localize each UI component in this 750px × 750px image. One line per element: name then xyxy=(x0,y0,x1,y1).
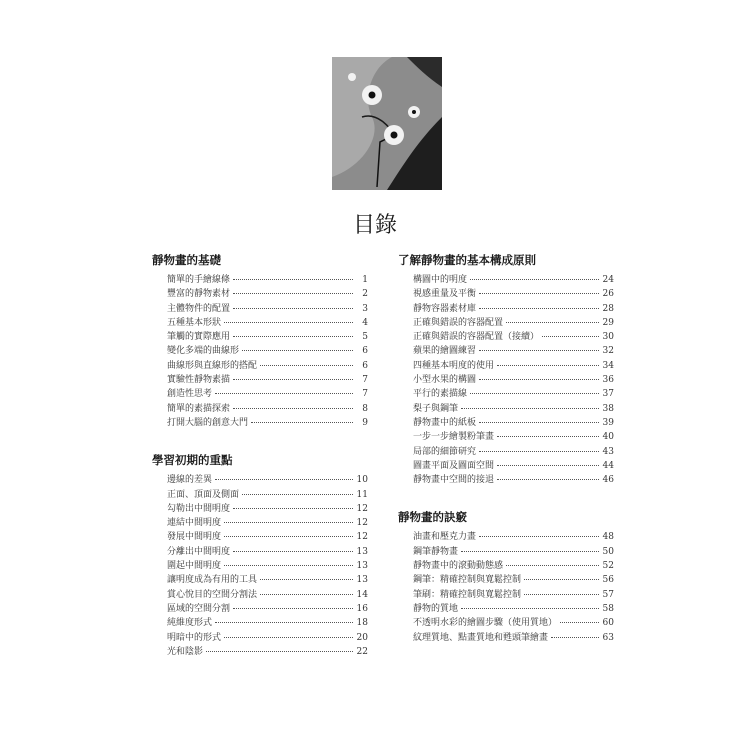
dot-leader xyxy=(206,651,353,652)
toc-entry-page: 56 xyxy=(602,575,614,586)
toc-entry-page: 11 xyxy=(356,489,368,500)
dot-leader xyxy=(233,408,353,409)
toc-entry[interactable] xyxy=(413,559,614,573)
toc-right-column xyxy=(398,252,614,645)
toc-entry-page: 63 xyxy=(602,632,614,643)
toc-entry-page: 28 xyxy=(602,303,614,314)
toc-list xyxy=(167,473,368,659)
toc-entry-page: 48 xyxy=(602,532,614,543)
toc-entry[interactable] xyxy=(167,545,368,559)
toc-entry-label: 區域的空間分割 xyxy=(167,603,231,614)
dot-leader xyxy=(233,279,353,280)
toc-entry[interactable] xyxy=(167,273,368,287)
toc-entry-page: 2 xyxy=(362,289,368,300)
toc-entry-label: 簡單的手繪線條 xyxy=(167,275,231,285)
toc-entry[interactable] xyxy=(413,344,614,358)
dot-leader xyxy=(215,393,353,394)
toc-entry-label: 邊線的差異 xyxy=(167,475,213,486)
toc-entry-label: 創造性思考 xyxy=(167,389,213,400)
toc-entry-page: 52 xyxy=(602,561,614,572)
dot-leader xyxy=(461,551,599,552)
toc-entry-page: 14 xyxy=(356,589,368,600)
toc-entry-page: 13 xyxy=(356,546,368,557)
toc-entry-label: 梨子與鋼筆 xyxy=(413,403,459,414)
toc-entry-label: 靜物畫中的滾動動態感 xyxy=(413,561,504,572)
toc-entry-page: 26 xyxy=(602,289,614,300)
dot-leader xyxy=(470,393,599,394)
toc-entry-label: 光和陰影 xyxy=(167,646,204,657)
toc-entry[interactable] xyxy=(167,344,368,358)
toc-entry[interactable] xyxy=(413,602,614,616)
dot-leader xyxy=(461,408,599,409)
toc-entry-label: 分離出中間明度 xyxy=(167,546,231,557)
toc-entry[interactable] xyxy=(167,559,368,573)
dot-leader xyxy=(260,579,353,580)
dot-leader xyxy=(470,279,599,280)
toc-entry-page: 16 xyxy=(356,603,368,614)
dot-leader xyxy=(542,336,599,337)
toc-entry[interactable] xyxy=(413,459,614,473)
toc-entry-page: 1 xyxy=(362,275,368,285)
dot-leader xyxy=(497,365,599,366)
toc-entry-page: 24 xyxy=(602,275,614,285)
dot-leader xyxy=(233,379,353,380)
toc-entry-page: 57 xyxy=(602,589,614,600)
toc-entry-page: 5 xyxy=(362,332,368,343)
toc-entry-label: 鋼筆：精確控制與寬鬆控制 xyxy=(413,575,522,586)
toc-entry-page: 39 xyxy=(602,417,614,428)
toc-entry-page: 9 xyxy=(362,417,368,428)
toc-entry-label: 靜物的質地 xyxy=(413,603,459,614)
toc-entry-label: 賞心悅目的空間分割法 xyxy=(167,589,258,600)
toc-entry[interactable] xyxy=(413,545,614,559)
toc-entry-label: 靜物畫中的紙板 xyxy=(413,417,477,428)
dot-leader xyxy=(242,350,353,351)
toc-entry-label: 正面、頂面及側面 xyxy=(167,489,240,500)
dot-leader xyxy=(479,379,599,380)
toc-entry-label: 筆刷：精確控制與寬鬆控制 xyxy=(413,589,522,600)
dot-leader xyxy=(215,622,353,623)
toc-entry[interactable] xyxy=(413,445,614,459)
dot-leader xyxy=(497,465,599,466)
dot-leader xyxy=(260,365,353,366)
toc-entry-label: 實驗性靜物素描 xyxy=(167,375,231,386)
toc-entry-label: 鋼筆靜物畫 xyxy=(413,546,459,557)
toc-entry[interactable] xyxy=(413,373,614,387)
toc-entry-page: 12 xyxy=(356,518,368,529)
toc-entry-page: 43 xyxy=(602,446,614,457)
dot-leader xyxy=(479,451,599,452)
toc-entry-page: 29 xyxy=(602,317,614,328)
toc-entry[interactable] xyxy=(413,287,614,301)
toc-entry[interactable] xyxy=(413,616,614,630)
toc-entry-label: 主體物件的配置 xyxy=(167,303,231,314)
toc-entry[interactable] xyxy=(413,430,614,444)
dot-leader xyxy=(524,594,599,595)
toc-entry-page: 32 xyxy=(602,346,614,357)
toc-entry-label: 勾勒出中間明度 xyxy=(167,503,231,514)
toc-entry[interactable] xyxy=(413,330,614,344)
toc-entry-page: 58 xyxy=(602,603,614,614)
toc-entry[interactable] xyxy=(167,387,368,401)
toc-entry-label: 正確與錯誤的容器配置（接續） xyxy=(413,332,540,343)
toc-entry-page: 10 xyxy=(356,475,368,486)
toc-entry[interactable] xyxy=(167,573,368,587)
dot-leader xyxy=(461,608,599,609)
section-title-tips: 靜物畫的訣竅 xyxy=(398,510,467,525)
toc-entry-page: 34 xyxy=(602,360,614,371)
toc-entry-label: 四種基本明度的使用 xyxy=(413,360,495,371)
toc-entry-page: 44 xyxy=(602,460,614,471)
toc-entry-page: 13 xyxy=(356,561,368,572)
toc-entry-page: 60 xyxy=(602,618,614,629)
toc-entry-page: 8 xyxy=(362,403,368,414)
dot-leader xyxy=(233,508,353,509)
dot-leader xyxy=(260,594,353,595)
dot-leader xyxy=(479,350,599,351)
section-title-basics: 靜物畫的基礎 xyxy=(152,253,221,267)
toc-entry-page: 12 xyxy=(356,503,368,514)
dot-leader xyxy=(224,637,353,638)
toc-entry-page: 36 xyxy=(602,375,614,386)
section-title-principles: 了解靜物畫的基本構成原則 xyxy=(398,253,536,267)
dot-leader xyxy=(224,565,353,566)
dot-leader xyxy=(215,479,353,480)
toc-entry-label: 視感重量及平衡 xyxy=(413,289,477,300)
toc-entry-label: 局部的細節研究 xyxy=(413,446,477,457)
toc-entry-label: 五種基本形狀 xyxy=(167,317,222,328)
toc-entry-page: 12 xyxy=(356,532,368,543)
toc-entry-page: 3 xyxy=(362,303,368,314)
toc-entry[interactable] xyxy=(413,387,614,401)
toc-entry-page: 37 xyxy=(602,389,614,400)
toc-entry-page: 13 xyxy=(356,575,368,586)
toc-entry-page: 38 xyxy=(602,403,614,414)
toc-entry[interactable] xyxy=(167,302,368,316)
dot-leader xyxy=(233,608,353,609)
toc-entry[interactable] xyxy=(413,359,614,373)
toc-entry-page: 50 xyxy=(602,546,614,557)
toc-entry-label: 打開大腦的創意大門 xyxy=(167,417,249,428)
toc-entry-label: 圖畫平面及圖面空間 xyxy=(413,460,495,471)
toc-entry[interactable] xyxy=(413,273,614,287)
dot-leader xyxy=(479,422,599,423)
dot-leader xyxy=(524,579,599,580)
dot-leader xyxy=(251,422,353,423)
toc-entry[interactable] xyxy=(167,588,368,602)
toc-entry-label: 讓明度成為有用的工具 xyxy=(167,575,258,586)
toc-entry-label: 一步一步繪製粉筆畫 xyxy=(413,432,495,443)
toc-entry-page: 18 xyxy=(356,618,368,629)
dot-leader xyxy=(506,565,599,566)
toc-entry-page: 6 xyxy=(362,346,368,357)
dot-leader xyxy=(560,622,599,623)
toc-entry[interactable] xyxy=(167,287,368,301)
toc-entry-label: 曲線形與直線形的搭配 xyxy=(167,360,258,371)
toc-entry-label: 不透明水彩的繪圖步驟（使用質地） xyxy=(413,618,558,629)
toc-entry-label: 簡單的素描探索 xyxy=(167,403,231,414)
dot-leader xyxy=(479,536,599,537)
toc-entry-label: 筆觸的實際應用 xyxy=(167,332,231,343)
toc-entry-label: 豐富的靜物素材 xyxy=(167,289,231,300)
toc-entry-label: 小型水果的構圖 xyxy=(413,375,477,386)
dot-leader xyxy=(497,479,599,480)
toc-entry[interactable] xyxy=(167,602,368,616)
toc-entry[interactable] xyxy=(167,645,368,659)
toc-entry[interactable] xyxy=(167,473,368,487)
toc-entry[interactable] xyxy=(167,488,368,502)
toc-entry[interactable] xyxy=(167,373,368,387)
toc-entry-page: 20 xyxy=(356,632,368,643)
page-title: 目錄 xyxy=(352,213,397,238)
toc-left-column xyxy=(152,252,368,659)
dot-leader xyxy=(242,494,353,495)
toc-entry-label: 靜物容器素材庫 xyxy=(413,303,477,314)
toc-entry[interactable] xyxy=(413,416,614,430)
toc-entry[interactable] xyxy=(167,416,368,430)
toc-entry[interactable] xyxy=(167,631,368,645)
toc-entry-page: 30 xyxy=(602,332,614,343)
toc-entry[interactable] xyxy=(413,302,614,316)
toc-entry[interactable] xyxy=(167,402,368,416)
dot-leader xyxy=(479,308,599,309)
toc-entry-page: 7 xyxy=(362,389,368,400)
toc-list xyxy=(167,273,368,430)
toc-entry[interactable] xyxy=(167,502,368,516)
toc-list xyxy=(413,530,614,644)
toc-entry[interactable] xyxy=(413,588,614,602)
toc-entry-label: 紋理質地、點畫質地和甦頭筆繪畫 xyxy=(413,632,549,643)
toc-entry-label: 平行的素描線 xyxy=(413,389,468,400)
dot-leader xyxy=(506,322,599,323)
dot-leader xyxy=(233,293,353,294)
toc-entry[interactable] xyxy=(413,316,614,330)
dot-leader xyxy=(224,536,353,537)
dot-leader xyxy=(233,308,353,309)
toc-entry[interactable] xyxy=(167,359,368,373)
toc-entry[interactable] xyxy=(167,616,368,630)
toc-entry[interactable] xyxy=(167,330,368,344)
toc-entry-label: 圍起中間明度 xyxy=(167,561,222,572)
toc-entry-label: 構圖中的明度 xyxy=(413,275,468,285)
toc-entry[interactable] xyxy=(167,516,368,530)
toc-entry[interactable] xyxy=(413,473,614,487)
toc-entry-label: 靜物畫中空間的接退 xyxy=(413,475,495,486)
toc-entry[interactable] xyxy=(167,316,368,330)
dot-leader xyxy=(224,322,353,323)
toc-entry[interactable] xyxy=(413,573,614,587)
toc-entry-label: 發展中間明度 xyxy=(167,532,222,543)
toc-entry[interactable] xyxy=(413,631,614,645)
toc-entry-label: 油畫和壓克力畫 xyxy=(413,532,477,543)
toc-entry[interactable] xyxy=(413,402,614,416)
toc-entry-label: 明暗中的形式 xyxy=(167,632,222,643)
dot-leader xyxy=(224,522,353,523)
dot-leader xyxy=(233,336,353,337)
dot-leader xyxy=(233,551,353,552)
toc-entry[interactable] xyxy=(167,530,368,544)
toc-entry-page: 6 xyxy=(362,360,368,371)
toc-entry-page: 40 xyxy=(602,432,614,443)
cover-illustration xyxy=(332,57,442,190)
toc-entry-label: 連結中間明度 xyxy=(167,518,222,529)
toc-entry-label: 純維度形式 xyxy=(167,618,213,629)
dot-leader xyxy=(479,293,599,294)
toc-entry-label: 正確與錯誤的容器配置 xyxy=(413,317,504,328)
toc-entry-page: 22 xyxy=(356,646,368,657)
toc-entry-page: 46 xyxy=(602,475,614,486)
toc-entry-label: 蘋果的繪圖練習 xyxy=(413,346,477,357)
toc-list xyxy=(413,273,614,487)
toc-entry[interactable] xyxy=(413,530,614,544)
toc-entry-page: 7 xyxy=(362,375,368,386)
toc-entry-page: 4 xyxy=(362,317,368,328)
dot-leader xyxy=(497,436,599,437)
toc-entry-label: 變化多端的曲線形 xyxy=(167,346,240,357)
section-title-early: 學習初期的重點 xyxy=(152,453,233,468)
dot-leader xyxy=(551,637,599,638)
